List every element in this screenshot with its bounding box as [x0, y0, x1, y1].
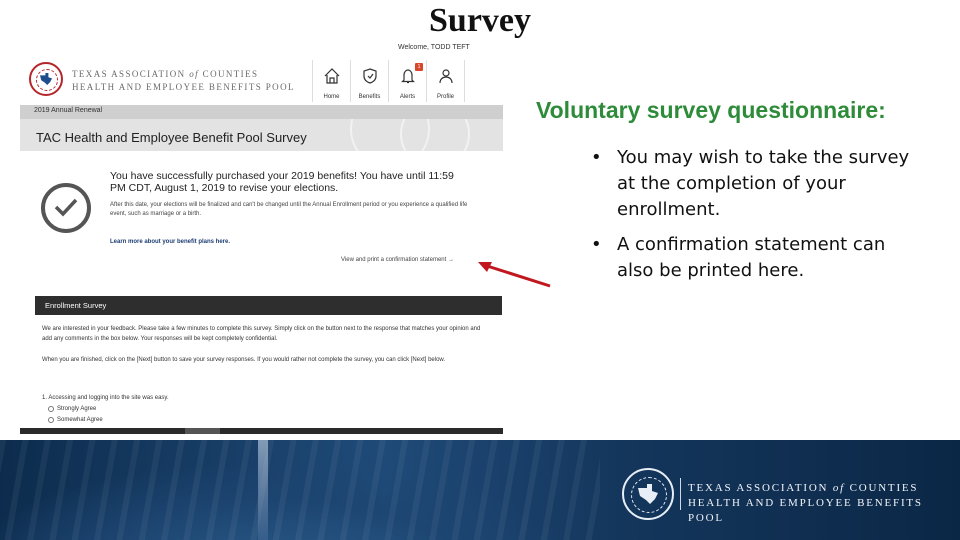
nav-profile-label: Profile [436, 94, 454, 100]
person-icon [437, 67, 455, 85]
portal-screenshot [20, 42, 503, 434]
purchase-note: After this date, your elections will be finalized and can't be changed until the Annual Enrollment period or you experience a qualified life event, such as marriage or a birth. [110, 202, 468, 217]
option-strongly-agree[interactable] [48, 406, 96, 412]
home-icon [323, 67, 341, 85]
nav-profile[interactable] [427, 60, 465, 102]
bullet-item: • You may wish to take the survey at the completion of your enrollment. [591, 145, 911, 223]
shield-icon [361, 67, 379, 85]
top-navigation [312, 60, 465, 102]
nav-home-label: Home [323, 94, 340, 100]
enrollment-survey-title: Enrollment Survey [45, 301, 107, 310]
checkmark-icon [41, 183, 91, 233]
learn-more-link[interactable]: Learn more about your benefit plans here. [110, 239, 231, 245]
option-label: Strongly Agree [57, 406, 97, 412]
radio-button[interactable] [48, 417, 54, 423]
enrollment-survey-header [35, 296, 502, 315]
nav-benefits[interactable] [351, 60, 389, 102]
survey-question-1: 1. Accessing and logging into the site was easy. [42, 395, 169, 401]
footer-logo-text: TEXAS ASSOCIATION of COUNTIES HEALTH AND EMPLOYEE BENEFITS POOL [688, 482, 923, 524]
survey-intro-1: We are interested in your feedback. Please take a few minutes to complete this survey. Simply click on the button next to the response that matches your opinion and add any comments in the box below. Your responses will be kept completely confidential. [42, 326, 481, 342]
slide-title: Survey [429, 2, 531, 39]
nav-alerts-label: Alerts [399, 94, 416, 100]
red-arrow-icon [474, 258, 554, 292]
nav-benefits-label: Benefits [358, 94, 381, 100]
survey-header [20, 119, 503, 151]
section-heading: Voluntary survey questionnaire: [536, 97, 886, 123]
print-confirmation-link[interactable]: View and print a confirmation statement → [341, 257, 454, 263]
radio-button[interactable] [48, 406, 54, 412]
bullet-item: • A confirmation statement can also be printed here. [591, 232, 911, 284]
option-somewhat-agree[interactable] [48, 417, 103, 423]
survey-title: TAC Health and Employee Benefit Pool Survey [36, 130, 307, 145]
welcome-text: Welcome, TODD TEFT [398, 44, 470, 51]
tac-seal-logo [29, 62, 63, 96]
renewal-bar [20, 105, 503, 119]
survey-intro-2: When you are finished, click on the [Next] button to save your survey responses. If you would rather not complete the survey, you can click [Next] below. [42, 357, 446, 363]
tac-logo-text: TEXAS ASSOCIATION of COUNTIES HEALTH AND EMPLOYEE BENEFITS POOL [72, 69, 295, 92]
renewal-label: 2019 Annual Renewal [34, 107, 103, 114]
screenshot-bottom-bar [20, 428, 503, 434]
purchase-success-message: You have successfully purchased your 2019 benefits! You have until 11:59 PM CDT, August 1, 2019 to revise your elections. [110, 170, 454, 194]
bell-icon [399, 67, 417, 85]
footer-banner [0, 440, 960, 540]
option-label: Somewhat Agree [57, 417, 103, 423]
nav-alerts[interactable] [389, 60, 427, 102]
bullet-list [591, 145, 911, 293]
footer-seal-logo [622, 468, 674, 520]
alerts-badge: 1 [415, 63, 423, 71]
nav-home[interactable] [313, 60, 351, 102]
